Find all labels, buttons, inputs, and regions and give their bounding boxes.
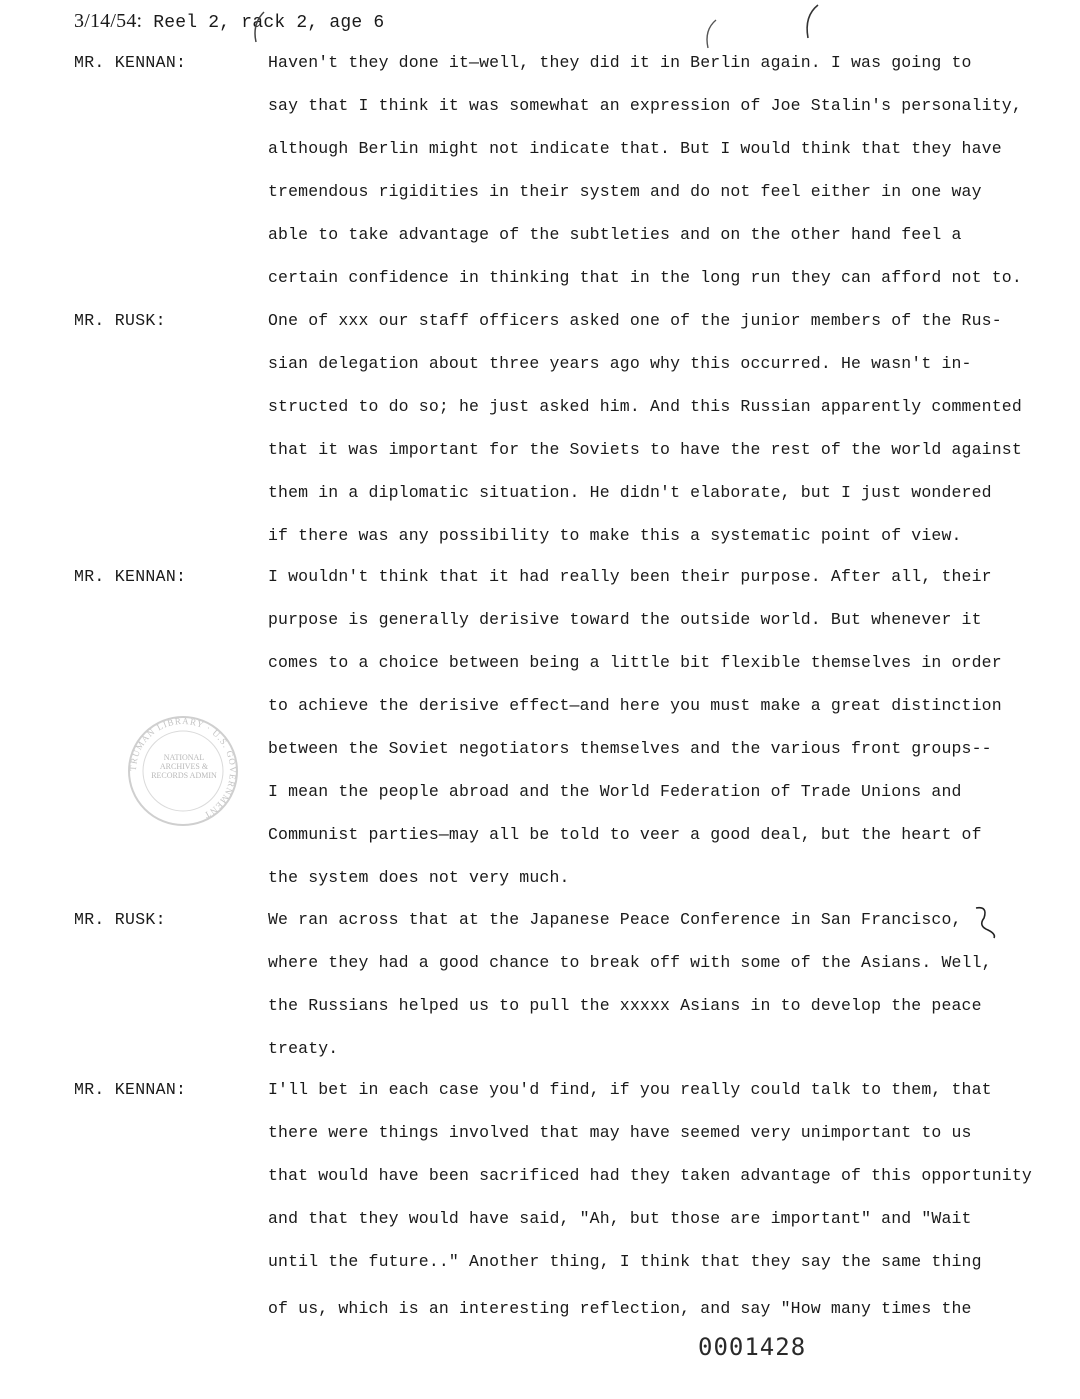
text-line: them in a diplomatic situation. He didn't elaborate, but I just wondered bbox=[268, 483, 992, 502]
text-line: I'll bet in each case you'd find, if you really could talk to them, that bbox=[268, 1080, 992, 1099]
speaker-label: MR. KENNAN: bbox=[74, 1080, 187, 1099]
text-line: of us, which is an interesting reflection, and say "How many times the bbox=[268, 1299, 972, 1318]
text-line: comes to a choice between being a little bit flexible themselves in order bbox=[268, 653, 1002, 672]
text-line: I mean the people abroad and the World Federation of Trade Unions and bbox=[268, 782, 962, 801]
text-line: certain confidence in thinking that in the long run they can afford not to. bbox=[268, 268, 1022, 287]
stamp-text: NATIONAL ARCHIVES & RECORDS ADMIN bbox=[151, 753, 217, 780]
text-line: sian delegation about three years ago why this occurred. He wasn't in- bbox=[268, 354, 972, 373]
text-line: between the Soviet negotiators themselves and the various front groups-- bbox=[268, 739, 992, 758]
speech-text bbox=[268, 311, 1080, 569]
page-header bbox=[74, 10, 384, 33]
document-number: 0001428 bbox=[698, 1333, 807, 1361]
text-line: tremendous rigidities in their system and do not feel either in one way bbox=[268, 182, 982, 201]
text-line: able to take advantage of the subtleties and on the other hand feel a bbox=[268, 225, 962, 244]
text-line: where they had a good chance to break off with some of the Asians. Well, bbox=[268, 953, 992, 972]
text-line: I wouldn't think that it had really been their purpose. After all, their bbox=[268, 567, 992, 586]
text-line: until the future.." Another thing, I think that they say the same thing bbox=[268, 1252, 982, 1271]
text-line: Haven't they done it—well, they did it in Berlin again. I was going to bbox=[268, 53, 972, 72]
text-line: the system does not very much. bbox=[268, 868, 570, 887]
pencil-mark bbox=[246, 8, 276, 48]
text-line: to achieve the derisive effect—and here you must make a great distinction bbox=[268, 696, 1002, 715]
speech-text bbox=[268, 567, 1080, 911]
pencil-mark bbox=[798, 2, 826, 42]
speaker-label: MR. KENNAN: bbox=[74, 53, 187, 72]
text-line: if there was any possibility to make this a systematic point of view. bbox=[268, 526, 962, 545]
speech-text bbox=[268, 1080, 1080, 1342]
text-line: Communist parties—may all be told to veer a good deal, but the heart of bbox=[268, 825, 982, 844]
text-line: and that they would have said, "Ah, but those are important" and "Wait bbox=[268, 1209, 972, 1228]
text-line: although Berlin might not indicate that. But I would think that they have bbox=[268, 139, 1002, 158]
pencil-mark bbox=[968, 904, 1002, 940]
header-reel-track-page: Reel 2, rack 2, age 6 bbox=[153, 13, 385, 33]
speech-text bbox=[268, 53, 1080, 311]
text-line: treaty. bbox=[268, 1039, 339, 1058]
text-line: structed to do so; he just asked him. And this Russian apparently commented bbox=[268, 397, 1022, 416]
text-line: purpose is generally derisive toward the outside world. But whenever it bbox=[268, 610, 982, 629]
text-line: say that I think it was somewhat an expression of Joe Stalin's personality, bbox=[268, 96, 1022, 115]
text-line: there were things involved that may have seemed very unimportant to us bbox=[268, 1123, 972, 1142]
speaker-label: MR. RUSK: bbox=[74, 311, 166, 330]
pencil-mark bbox=[700, 18, 724, 52]
speaker-label: MR. RUSK: bbox=[74, 910, 166, 929]
speech-text bbox=[268, 910, 1080, 1082]
text-line: the Russians helped us to pull the xxxxx Asians in to develop the peace bbox=[268, 996, 982, 1015]
text-line: that it was important for the Soviets to have the rest of the world against bbox=[268, 440, 1022, 459]
speaker-label: MR. KENNAN: bbox=[74, 567, 187, 586]
stamp-ring-text: TRUMAN LIBRARY · U.S. GOVERNMENT bbox=[127, 715, 239, 821]
text-line: One of xxx our staff officers asked one of the junior members of the Rus- bbox=[268, 311, 1002, 330]
text-line: We ran across that at the Japanese Peace Conference in San Francisco, bbox=[268, 910, 962, 929]
header-date: 3/14/54: bbox=[74, 10, 143, 32]
text-line: that would have been sacrificed had they taken advantage of this opportunity bbox=[268, 1166, 1032, 1185]
